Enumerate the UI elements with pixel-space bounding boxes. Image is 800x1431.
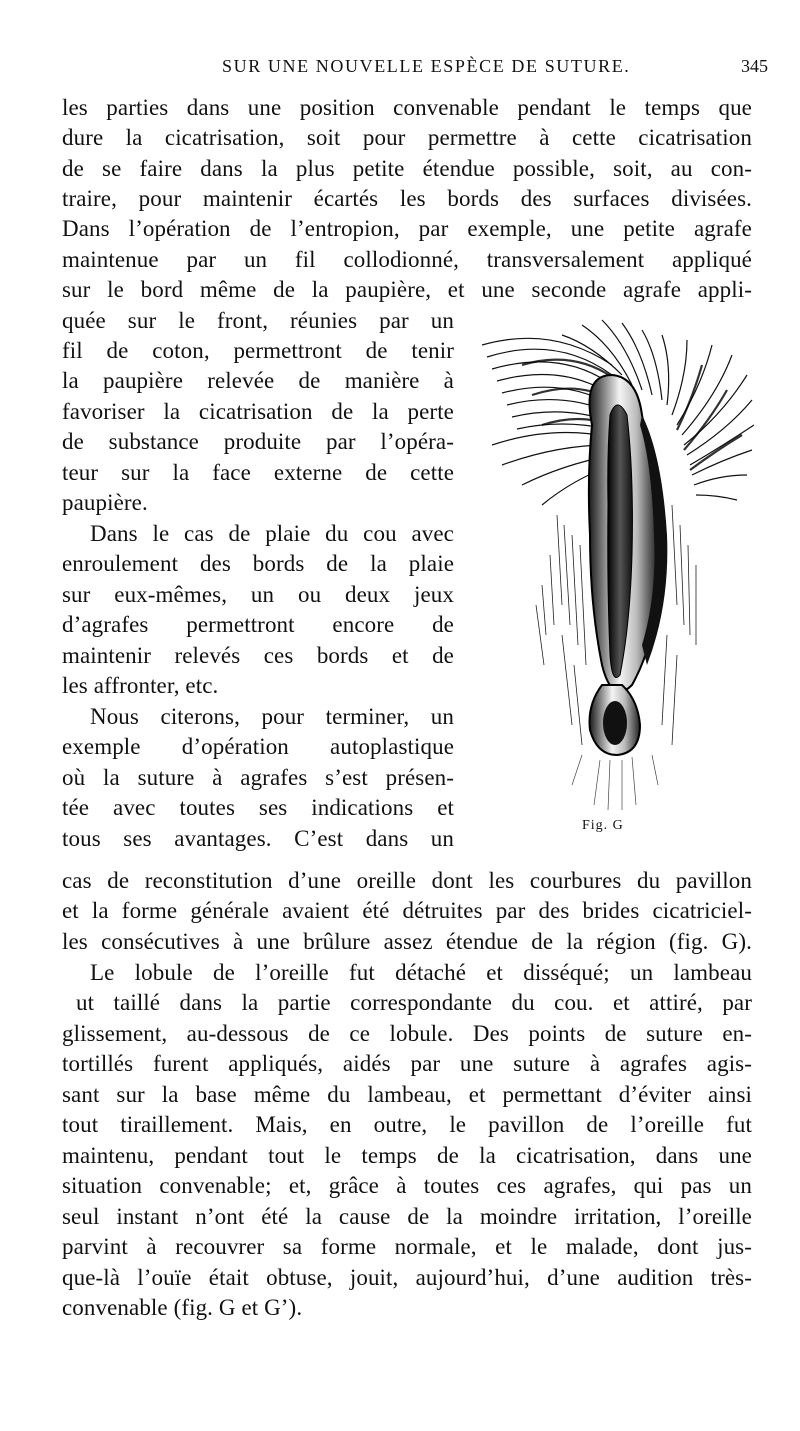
ear-engraving-figure bbox=[462, 305, 762, 825]
text-line: où la suture à agrafes s’est présen- bbox=[62, 765, 454, 790]
text-line: de substance produite par l’opéra- bbox=[62, 429, 454, 454]
text-line: maintenue par un fil collodionné, transversalement appliqué bbox=[62, 247, 752, 272]
text-line: situation convenable; et, grâce à toutes ces agrafes, qui pas un bbox=[62, 1173, 752, 1198]
text-line: Dans le cas de plaie du cou avec bbox=[90, 521, 454, 546]
running-head-title: SUR UNE NOUVELLE ESPÈCE DE SUTURE. bbox=[222, 56, 631, 76]
text-line: dure la cicatrisation, soit pour permettre à cette cicatrisation bbox=[62, 125, 752, 150]
text-line: tout tiraillement. Mais, en outre, le pavillon de l’oreille fut bbox=[62, 1112, 752, 1137]
text-line: sant sur la base même du lambeau, et permettant d’éviter ainsi bbox=[62, 1082, 752, 1107]
text-line: la paupière relevée de manière à bbox=[62, 368, 454, 393]
text-line: de se faire dans la plus petite étendue possible, soit, au con- bbox=[62, 156, 752, 181]
text-line: glissement, au-dessous de ce lobule. Des points de suture en- bbox=[62, 1021, 752, 1046]
text-line: seul instant n’ont été la cause de la moindre irritation, l’oreille bbox=[62, 1204, 752, 1229]
text-line: ut taillé dans la partie correspondante du cou. et attiré, par bbox=[76, 990, 752, 1015]
text-line: Le lobule de l’oreille fut détaché et disséqué; un lambeau bbox=[90, 960, 752, 985]
text-line: cas de reconstitution d’une oreille dont les courbures du pavillon bbox=[62, 868, 752, 893]
text-line: sur le bord même de la paupière, et une seconde agrafe appli- bbox=[62, 277, 752, 302]
text-line: tortillés furent appliqués, aidés par une suture à agrafes agis- bbox=[62, 1051, 752, 1076]
text-line: convenable (fig. G et G’). bbox=[62, 1295, 303, 1320]
text-line: tée avec toutes ses indications et bbox=[62, 795, 454, 820]
text-line: teur sur la face externe de cette bbox=[62, 460, 454, 485]
text-line: Nous citerons, pour terminer, un bbox=[90, 704, 454, 729]
page-number: 345 bbox=[741, 56, 768, 76]
text-line: enroulement des bords de la plaie bbox=[62, 551, 454, 576]
text-line: exemple d’opération autoplastique bbox=[62, 734, 454, 759]
text-line: traire, pour maintenir écartés les bords des surfaces divisées. bbox=[62, 186, 752, 211]
text-line: quée sur le front, réunies par un bbox=[62, 308, 454, 333]
text-line: les parties dans une position convenable pendant le temps que bbox=[62, 95, 752, 120]
ear-lobule-dark bbox=[603, 701, 627, 745]
text-line: fil de coton, permettront de tenir bbox=[62, 338, 454, 363]
text-line: sur eux-mêmes, un ou deux jeux bbox=[62, 582, 454, 607]
text-line: d’agrafes permettront encore de bbox=[62, 612, 454, 637]
figure-caption: Fig. G bbox=[582, 818, 624, 833]
text-line: paupière. bbox=[62, 490, 148, 515]
text-line: que-là l’ouïe était obtuse, jouit, aujourd’hui, d’une audition très- bbox=[62, 1265, 752, 1290]
hatching-left bbox=[536, 515, 586, 745]
text-line: parvint à recouvrer sa forme normale, et le malade, dont jus- bbox=[62, 1234, 752, 1259]
running-head bbox=[62, 56, 768, 80]
text-line: les affronter, etc. bbox=[62, 673, 219, 698]
neck-strokes bbox=[572, 755, 658, 810]
text-line: favoriser la cicatrisation de la perte bbox=[62, 399, 454, 424]
text-line: et la forme générale avaient été détruites par des brides cicatriciel- bbox=[62, 898, 752, 923]
text-line: maintenir relevés ces bords et de bbox=[62, 643, 454, 668]
text-line: tous ses avantages. C’est dans un bbox=[62, 826, 454, 851]
text-line: Dans l’opération de l’entropion, par exemple, une petite agrafe bbox=[62, 216, 752, 241]
text-line: maintenu, pendant tout le temps de la cicatrisation, dans une bbox=[62, 1143, 752, 1168]
text-line: les consécutives à une brûlure assez étendue de la région (fig. G). bbox=[62, 929, 752, 954]
